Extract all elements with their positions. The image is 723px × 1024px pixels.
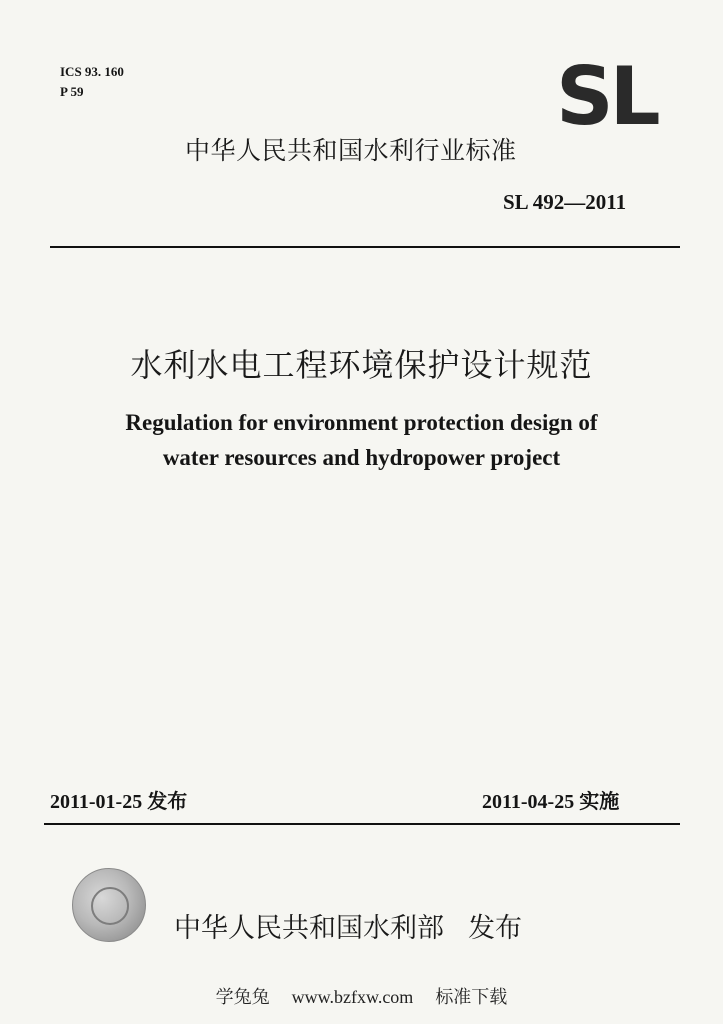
issuer-bottom xyxy=(174,906,522,945)
watermark-footer xyxy=(0,983,723,1009)
footer-note: 标准下载 xyxy=(435,987,508,1008)
standard-number: SL 492—2011 xyxy=(503,190,627,214)
ccs-code: P 59 xyxy=(60,84,84,99)
issuer-action: 发布 xyxy=(468,913,522,944)
ministry-seal-icon xyxy=(72,868,146,942)
ics-code: ICS 93. 160 xyxy=(60,64,124,79)
title-english-line1: Regulation for environment protection design of xyxy=(125,410,598,435)
footer-site-name: 学兔兔 xyxy=(215,987,270,1008)
issuer-name: 中华人民共和国水利部 xyxy=(174,913,444,944)
top-divider xyxy=(50,246,680,248)
title-english-line2: water resources and hydropower project xyxy=(162,445,561,470)
bottom-divider xyxy=(44,823,680,825)
issue-date: 2011-01-25 发布 xyxy=(50,791,188,813)
sl-logo: SL xyxy=(556,50,657,143)
footer-url[interactable]: www.bzfxw.com xyxy=(291,987,414,1007)
issuer-top-heading: 中华人民共和国水利行业标准 xyxy=(185,136,517,165)
title-chinese: 水利水电工程环境保护设计规范 xyxy=(130,346,593,384)
implementation-date: 2011-04-25 实施 xyxy=(482,791,620,813)
